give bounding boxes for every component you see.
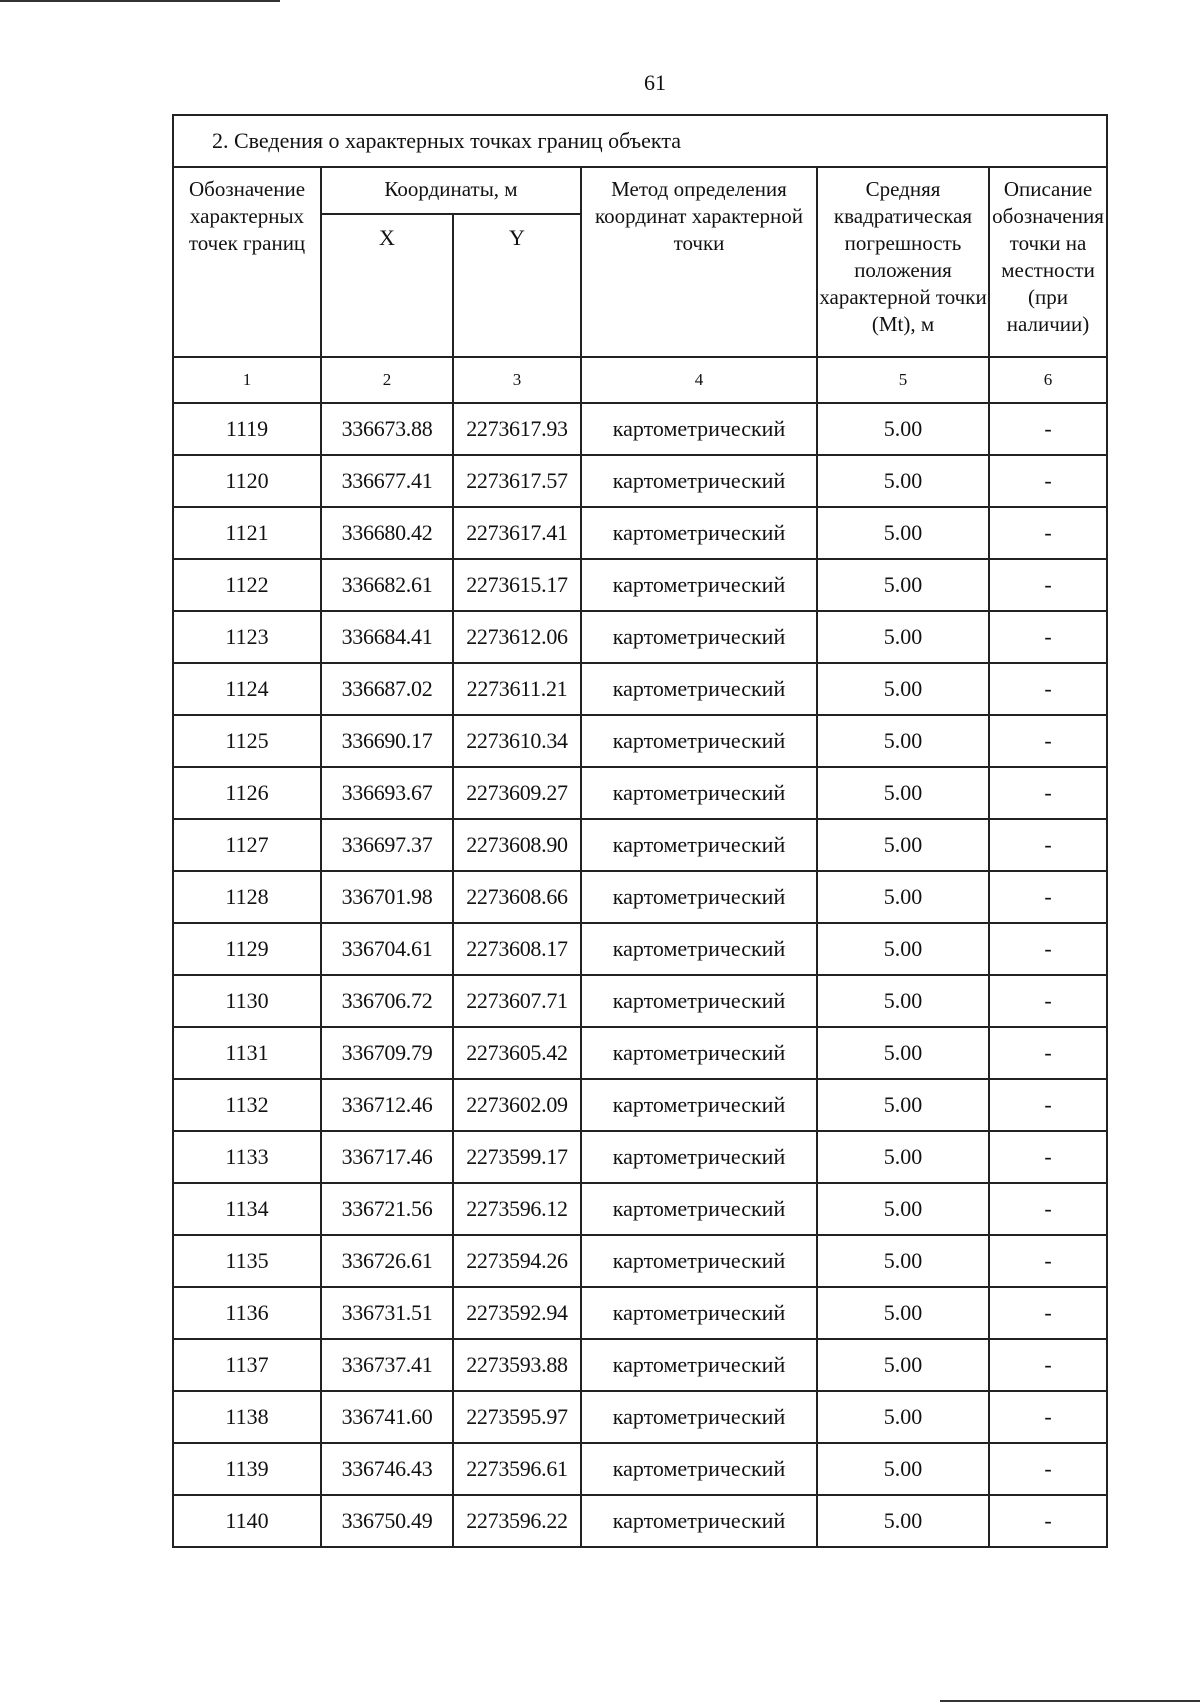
cell-error: 5.00 <box>817 1443 989 1495</box>
cell-y-coordinate: 2273592.94 <box>453 1287 581 1339</box>
cell-x-coordinate: 336741.60 <box>321 1391 453 1443</box>
cell-description: - <box>989 1287 1107 1339</box>
table-row <box>173 507 1107 559</box>
cell-x-coordinate: 336712.46 <box>321 1079 453 1131</box>
cell-y-coordinate: 2273596.12 <box>453 1183 581 1235</box>
column-number-3: 3 <box>453 357 581 403</box>
cell-description: - <box>989 455 1107 507</box>
cell-point-id: 1123 <box>173 611 321 663</box>
table-row <box>173 663 1107 715</box>
cell-description: - <box>989 767 1107 819</box>
header-y: Y <box>453 214 581 357</box>
cell-error: 5.00 <box>817 1287 989 1339</box>
cell-method: картометрический <box>581 1235 817 1287</box>
cell-y-coordinate: 2273593.88 <box>453 1339 581 1391</box>
cell-x-coordinate: 336721.56 <box>321 1183 453 1235</box>
cell-method: картометрический <box>581 1495 817 1547</box>
cell-method: картометрический <box>581 507 817 559</box>
cell-error: 5.00 <box>817 403 989 455</box>
cell-description: - <box>989 1235 1107 1287</box>
cell-description: - <box>989 663 1107 715</box>
cell-method: картометрический <box>581 455 817 507</box>
cell-description: - <box>989 975 1107 1027</box>
cell-method: картометрический <box>581 975 817 1027</box>
cell-error: 5.00 <box>817 923 989 975</box>
cell-description: - <box>989 1183 1107 1235</box>
cell-x-coordinate: 336684.41 <box>321 611 453 663</box>
cell-error: 5.00 <box>817 507 989 559</box>
table-row <box>173 871 1107 923</box>
cell-description: - <box>989 1131 1107 1183</box>
cell-error: 5.00 <box>817 1235 989 1287</box>
cell-method: картометрический <box>581 1443 817 1495</box>
cell-x-coordinate: 336726.61 <box>321 1235 453 1287</box>
cell-method: картометрический <box>581 1287 817 1339</box>
cell-error: 5.00 <box>817 767 989 819</box>
table-row <box>173 975 1107 1027</box>
cell-x-coordinate: 336677.41 <box>321 455 453 507</box>
section-title: 2. Сведения о характерных точках границ объекта <box>173 115 1107 167</box>
cell-point-id: 1119 <box>173 403 321 455</box>
table-row <box>173 403 1107 455</box>
cell-point-id: 1136 <box>173 1287 321 1339</box>
cell-y-coordinate: 2273617.41 <box>453 507 581 559</box>
table-row <box>173 1443 1107 1495</box>
cell-y-coordinate: 2273595.97 <box>453 1391 581 1443</box>
cell-method: картометрический <box>581 1027 817 1079</box>
cell-method: картометрический <box>581 1391 817 1443</box>
cell-error: 5.00 <box>817 1079 989 1131</box>
cell-x-coordinate: 336690.17 <box>321 715 453 767</box>
section-title-row <box>173 115 1107 167</box>
cell-x-coordinate: 336731.51 <box>321 1287 453 1339</box>
table-row <box>173 1495 1107 1547</box>
cell-description: - <box>989 923 1107 975</box>
cell-method: картометрический <box>581 403 817 455</box>
column-number-5: 5 <box>817 357 989 403</box>
header-coordinates: Координаты, м <box>321 167 581 214</box>
cell-error: 5.00 <box>817 975 989 1027</box>
cell-description: - <box>989 871 1107 923</box>
cell-method: картометрический <box>581 1183 817 1235</box>
cell-description: - <box>989 403 1107 455</box>
cell-error: 5.00 <box>817 611 989 663</box>
cell-method: картометрический <box>581 663 817 715</box>
cell-point-id: 1130 <box>173 975 321 1027</box>
scan-edge-line <box>940 1700 1200 1702</box>
table-row <box>173 1079 1107 1131</box>
cell-y-coordinate: 2273607.71 <box>453 975 581 1027</box>
column-number-4: 4 <box>581 357 817 403</box>
cell-point-id: 1135 <box>173 1235 321 1287</box>
column-number-row <box>173 357 1107 403</box>
cell-description: - <box>989 715 1107 767</box>
cell-x-coordinate: 336737.41 <box>321 1339 453 1391</box>
cell-point-id: 1134 <box>173 1183 321 1235</box>
cell-x-coordinate: 336746.43 <box>321 1443 453 1495</box>
table-row <box>173 1131 1107 1183</box>
cell-x-coordinate: 336687.02 <box>321 663 453 715</box>
cell-x-coordinate: 336673.88 <box>321 403 453 455</box>
cell-y-coordinate: 2273617.93 <box>453 403 581 455</box>
cell-x-coordinate: 336717.46 <box>321 1131 453 1183</box>
table-row <box>173 455 1107 507</box>
cell-x-coordinate: 336701.98 <box>321 871 453 923</box>
cell-method: картометрический <box>581 715 817 767</box>
cell-description: - <box>989 1027 1107 1079</box>
table-row <box>173 1235 1107 1287</box>
cell-point-id: 1128 <box>173 871 321 923</box>
table-row <box>173 923 1107 975</box>
table-row <box>173 1183 1107 1235</box>
cell-error: 5.00 <box>817 455 989 507</box>
cell-x-coordinate: 336704.61 <box>321 923 453 975</box>
cell-method: картометрический <box>581 767 817 819</box>
cell-x-coordinate: 336693.67 <box>321 767 453 819</box>
header-error: Средняя квадратическая погрешность положения характерной точки (Mt), м <box>817 167 989 357</box>
scan-edge-line <box>0 0 280 2</box>
table-row <box>173 1339 1107 1391</box>
cell-error: 5.00 <box>817 1027 989 1079</box>
cell-point-id: 1121 <box>173 507 321 559</box>
cell-point-id: 1140 <box>173 1495 321 1547</box>
cell-method: картометрический <box>581 819 817 871</box>
cell-method: картометрический <box>581 1079 817 1131</box>
cell-description: - <box>989 1339 1107 1391</box>
header-description: Описание обозначения точки на местности (при наличии) <box>989 167 1107 357</box>
cell-y-coordinate: 2273612.06 <box>453 611 581 663</box>
cell-y-coordinate: 2273608.90 <box>453 819 581 871</box>
cell-point-id: 1133 <box>173 1131 321 1183</box>
cell-point-id: 1138 <box>173 1391 321 1443</box>
cell-description: - <box>989 1079 1107 1131</box>
cell-y-coordinate: 2273608.66 <box>453 871 581 923</box>
cell-y-coordinate: 2273599.17 <box>453 1131 581 1183</box>
header-designation: Обозначение характерных точек границ <box>173 167 321 357</box>
table-row <box>173 1287 1107 1339</box>
column-number-1: 1 <box>173 357 321 403</box>
cell-point-id: 1137 <box>173 1339 321 1391</box>
cell-method: картометрический <box>581 611 817 663</box>
cell-method: картометрический <box>581 1339 817 1391</box>
header-x: X <box>321 214 453 357</box>
cell-x-coordinate: 336680.42 <box>321 507 453 559</box>
cell-error: 5.00 <box>817 715 989 767</box>
cell-method: картометрический <box>581 1131 817 1183</box>
cell-point-id: 1126 <box>173 767 321 819</box>
cell-point-id: 1131 <box>173 1027 321 1079</box>
cell-error: 5.00 <box>817 1495 989 1547</box>
table-row <box>173 1027 1107 1079</box>
cell-description: - <box>989 559 1107 611</box>
cell-x-coordinate: 336709.79 <box>321 1027 453 1079</box>
cell-description: - <box>989 1443 1107 1495</box>
table-row <box>173 715 1107 767</box>
cell-y-coordinate: 2273609.27 <box>453 767 581 819</box>
cell-y-coordinate: 2273610.34 <box>453 715 581 767</box>
header-method: Метод определения координат характерной точки <box>581 167 817 357</box>
cell-error: 5.00 <box>817 1391 989 1443</box>
cell-point-id: 1122 <box>173 559 321 611</box>
cell-y-coordinate: 2273611.21 <box>453 663 581 715</box>
cell-point-id: 1139 <box>173 1443 321 1495</box>
cell-error: 5.00 <box>817 559 989 611</box>
column-number-6: 6 <box>989 357 1107 403</box>
cell-method: картометрический <box>581 923 817 975</box>
cell-error: 5.00 <box>817 819 989 871</box>
cell-point-id: 1127 <box>173 819 321 871</box>
cell-description: - <box>989 1391 1107 1443</box>
cell-error: 5.00 <box>817 1339 989 1391</box>
cell-error: 5.00 <box>817 663 989 715</box>
cell-point-id: 1124 <box>173 663 321 715</box>
cell-y-coordinate: 2273615.17 <box>453 559 581 611</box>
cell-y-coordinate: 2273602.09 <box>453 1079 581 1131</box>
table-row <box>173 1391 1107 1443</box>
characteristic-points-table <box>172 114 1108 1548</box>
cell-x-coordinate: 336682.61 <box>321 559 453 611</box>
cell-description: - <box>989 611 1107 663</box>
table-row <box>173 611 1107 663</box>
cell-method: картометрический <box>581 559 817 611</box>
cell-description: - <box>989 1495 1107 1547</box>
cell-y-coordinate: 2273596.22 <box>453 1495 581 1547</box>
page-number: 61 <box>644 70 666 95</box>
cell-point-id: 1125 <box>173 715 321 767</box>
cell-error: 5.00 <box>817 1131 989 1183</box>
cell-error: 5.00 <box>817 871 989 923</box>
cell-y-coordinate: 2273608.17 <box>453 923 581 975</box>
table-row <box>173 559 1107 611</box>
table-row <box>173 767 1107 819</box>
cell-error: 5.00 <box>817 1183 989 1235</box>
cell-point-id: 1120 <box>173 455 321 507</box>
cell-x-coordinate: 336697.37 <box>321 819 453 871</box>
cell-y-coordinate: 2273596.61 <box>453 1443 581 1495</box>
cell-description: - <box>989 507 1107 559</box>
column-number-2: 2 <box>321 357 453 403</box>
table-row <box>173 819 1107 871</box>
cell-method: картометрический <box>581 871 817 923</box>
cell-y-coordinate: 2273605.42 <box>453 1027 581 1079</box>
cell-point-id: 1132 <box>173 1079 321 1131</box>
header-row <box>173 167 1107 214</box>
cell-y-coordinate: 2273594.26 <box>453 1235 581 1287</box>
cell-x-coordinate: 336750.49 <box>321 1495 453 1547</box>
cell-point-id: 1129 <box>173 923 321 975</box>
cell-description: - <box>989 819 1107 871</box>
cell-y-coordinate: 2273617.57 <box>453 455 581 507</box>
cell-x-coordinate: 336706.72 <box>321 975 453 1027</box>
